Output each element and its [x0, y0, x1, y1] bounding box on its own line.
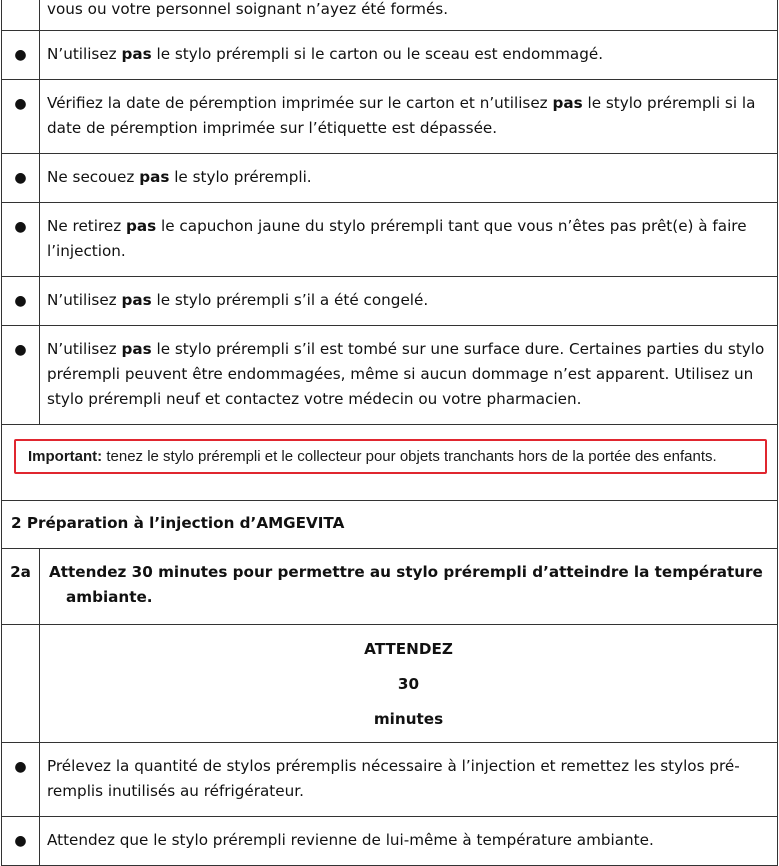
instruction-text: Attendez que le stylo prérempli revienne de lui-même à température ambiante.	[40, 817, 778, 866]
table-row	[2, 0, 778, 31]
instruction-text: N’utilisez pas le stylo prérempli si le carton ou le sceau est endommagé.	[40, 31, 778, 80]
instruction-text: N’utilisez pas le stylo prérempli s’il est tombé sur une surface dure. Certaines parties du stylo prérempli peuvent être endommagées, même si aucun dommage n’est apparent. Utilisez un stylo prérempli neuf et contactez votre médecin ou votre pharmacien.	[40, 326, 778, 425]
bullet-icon: ●	[2, 203, 40, 277]
bullet-icon: ●	[2, 743, 40, 817]
wait-unit: minutes	[373, 710, 444, 728]
step-heading	[40, 549, 778, 625]
wait-word: ATTENDEZ	[364, 640, 453, 658]
instruction-text: vous ou votre personnel soignant n’ayez été formés.	[40, 0, 778, 31]
instruction-text: Prélevez la quantité de stylos préremplis nécessaire à l’injection et remettez les stylos pré-remplis inutilisés au réfrigérateur.	[40, 743, 778, 817]
important-text: tenez le stylo prérempli et le collecteur pour objets tranchants hors de la portée des enfants.	[102, 448, 717, 465]
bullet-icon: ●	[2, 277, 40, 326]
instruction-text: N’utilisez pas le stylo prérempli s’il a été congelé.	[40, 277, 778, 326]
important-label: Important:	[28, 448, 103, 465]
table-row	[2, 154, 778, 203]
step-heading-line: ambiante.	[66, 588, 153, 606]
empty-cell	[2, 625, 40, 743]
section-title: 2 Préparation à l’injection d’AMGEVITA	[2, 501, 778, 549]
table-row	[2, 326, 778, 425]
table-row	[2, 817, 778, 866]
bullet-cell	[2, 0, 40, 31]
instruction-table	[1, 0, 778, 866]
table-row	[2, 743, 778, 817]
bullet-icon: ●	[2, 80, 40, 154]
section-row	[2, 501, 778, 549]
bullet-icon: ●	[2, 31, 40, 80]
important-notice	[14, 439, 767, 474]
bullet-icon: ●	[2, 817, 40, 866]
wait-row	[2, 625, 778, 743]
table-row	[2, 80, 778, 154]
step-number: 2a	[2, 549, 40, 625]
step-heading-line: Attendez 30 minutes pour permettre au stylo prérempli d’atteindre la température	[49, 563, 763, 581]
important-row	[2, 425, 778, 501]
instruction-text: Ne retirez pas le capuchon jaune du stylo prérempli tant que vous n’êtes pas prêt(e) à faire l’injection.	[40, 203, 778, 277]
table-row	[2, 203, 778, 277]
bullet-icon: ●	[2, 326, 40, 425]
important-cell	[2, 425, 778, 501]
wait-number: 30	[397, 675, 420, 693]
instruction-text: Vérifiez la date de péremption imprimée sur le carton et n’utilisez pas le stylo prérempli si la date de péremption imprimée sur l’étiquette est dépassée.	[40, 80, 778, 154]
table-row	[2, 31, 778, 80]
bullet-icon: ●	[2, 154, 40, 203]
table-row	[2, 277, 778, 326]
instruction-text: Ne secouez pas le stylo prérempli.	[40, 154, 778, 203]
step-row	[2, 549, 778, 625]
wait-indicator	[40, 625, 778, 743]
